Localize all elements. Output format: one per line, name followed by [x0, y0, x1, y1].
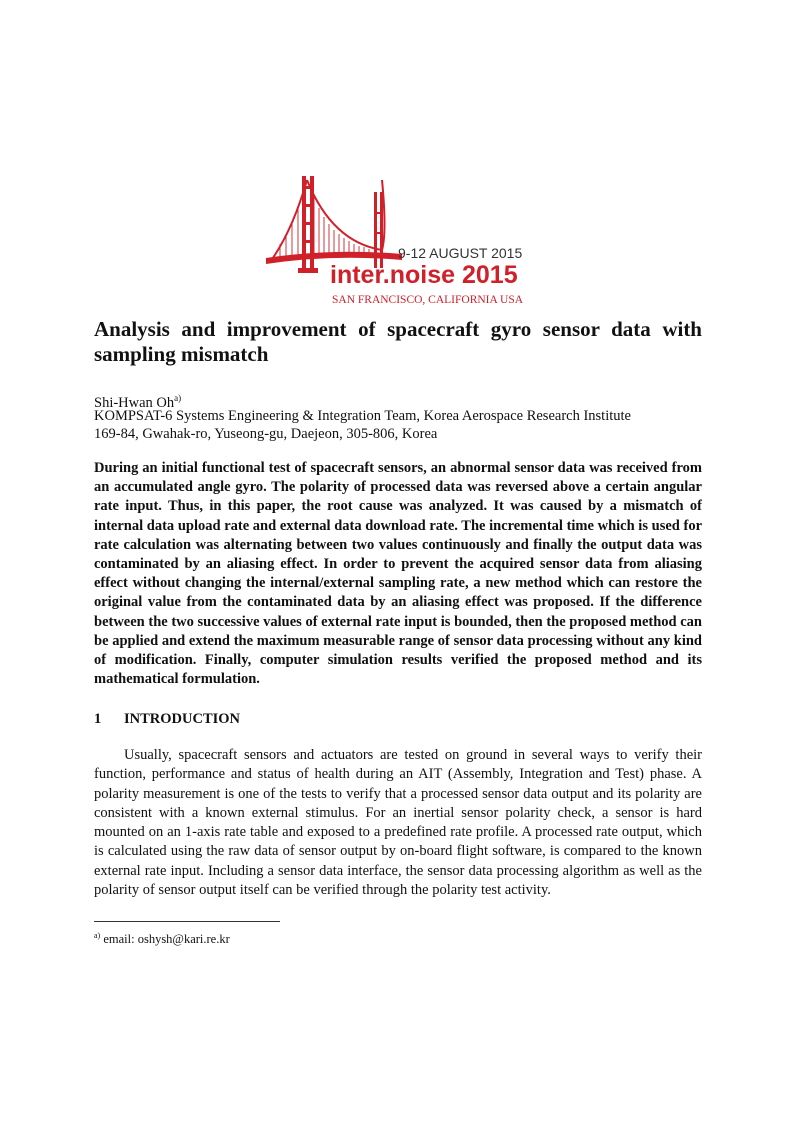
section-heading [94, 711, 240, 728]
intro-paragraph: Usually, spacecraft sensors and actuators are tested on ground in several ways to verify their function, performance and status of health during an AIT (Assembly, Integration and Test) phase. A polarity measurement is one of the tests to verify that a processed sensor data output and its polarity are consistent with a known external stimulus. For an inertial sensor polarity check, a sensor is hard mounted on an 1-axis rate table and exposed to a predefined rate profile. A processed rate output, which is calculated using the raw data of sensor output by on-board flight software, is compared to the known external rate input. Including a sensor data interface, the sensor data processing algorithm as well as the polarity of sensor output itself can be verified through the polarity test activity. [94, 747, 702, 899]
footnote-divider [94, 921, 280, 922]
conference-logo [262, 172, 534, 308]
abstract: During an initial functional test of spacecraft sensors, an abnormal sensor data was received from an accumulated angle gyro. The polarity of processed data was reversed above a certain angular rate input. Thus, in this paper, the root cause was analyzed. It was caused by a mismatch of internal data upload rate and external data download rate. The incremental time which is used for rate calculation was alternating between two values continuously and finally the output data was contaminated by an aliasing effect. In order to prevent the acquired sensor data from aliasing effect without changing the internal/external sampling rate, a new method which can restore the original value from the contaminated data by an aliasing effect was proposed. If the difference between the two successive values of external rate input is bounded, then the proposed method can be applied and extend the maximum measurable range of sensor data processing without any kind of modification. Finally, computer simulation results verified the proposed method and its mathematical formulation. [94, 460, 702, 688]
author-footnote-mark: a) [174, 393, 182, 403]
section-number: 1 [94, 711, 102, 727]
footnote-email: email: oshysh@kari.re.kr [103, 932, 230, 946]
footnote-mark: a) [94, 931, 101, 940]
svg-text:9-12 AUGUST 2015: 9-12 AUGUST 2015 [398, 245, 523, 261]
footnote [94, 928, 230, 947]
golden-gate-bridge-icon [262, 172, 534, 308]
section-title: INTRODUCTION [124, 711, 241, 727]
affiliation-line-2: 169-84, Gwahak-ro, Yuseong-gu, Daejeon, 305-806, Korea [94, 426, 438, 442]
svg-text:SAN FRANCISCO, CALIFORNIA USA: SAN FRANCISCO, CALIFORNIA USA [332, 294, 524, 306]
svg-text:inter.noise 2015: inter.noise 2015 [330, 261, 518, 289]
affiliation-line-1: KOMPSAT-6 Systems Engineering & Integration Team, Korea Aerospace Research Institute [94, 408, 631, 424]
paper-title: Analysis and improvement of spacecraft gyro sensor data with sampling mismatch [94, 317, 702, 366]
author-name-text: Shi-Hwan Oh [94, 395, 175, 411]
